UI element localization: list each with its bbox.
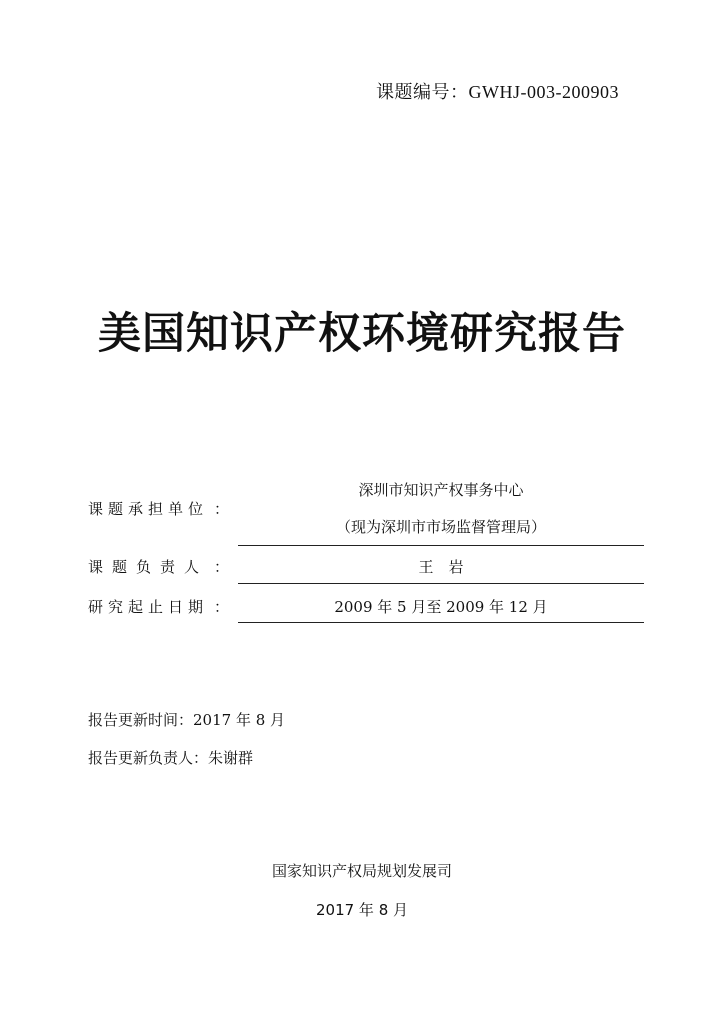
leader-label: 课题负责人 bbox=[88, 558, 209, 576]
project-number-value: GWHJ-003-200903 bbox=[468, 82, 619, 102]
update-time-value: 2017 年 8 月 bbox=[193, 711, 286, 729]
leader-value: 王 岩 bbox=[418, 558, 464, 576]
leader-underline bbox=[238, 583, 644, 584]
period-value: 2009 年 5 月至 2009 年 12 月 bbox=[334, 598, 548, 616]
report-title: 美国知识产权环境研究报告 bbox=[98, 309, 626, 359]
undertaker-underline bbox=[238, 545, 644, 546]
period-underline bbox=[238, 622, 644, 623]
update-person bbox=[88, 747, 253, 768]
project-number-label: 课题编号： bbox=[376, 82, 469, 103]
update-person-value: 朱谢群 bbox=[208, 749, 254, 767]
undertaker-value-line1: 深圳市知识产权事务中心 bbox=[358, 481, 524, 499]
update-time bbox=[88, 709, 285, 730]
period-colon: ： bbox=[214, 598, 230, 616]
undertaker-label: 课题承担单位 bbox=[88, 500, 209, 518]
organization: 国家知识产权局规划发展司 bbox=[271, 862, 452, 880]
leader-colon: ： bbox=[214, 558, 230, 576]
undertaker-value-line2: （现为深圳市市场监督管理局） bbox=[335, 518, 546, 536]
project-number bbox=[376, 78, 619, 104]
period-label: 研究起止日期 bbox=[88, 598, 209, 616]
footer-date: 2017 年 8 月 bbox=[315, 901, 409, 919]
update-person-label: 报告更新负责人： bbox=[88, 749, 209, 767]
undertaker-colon: ： bbox=[214, 500, 230, 518]
update-time-label: 报告更新时间： bbox=[88, 711, 194, 729]
